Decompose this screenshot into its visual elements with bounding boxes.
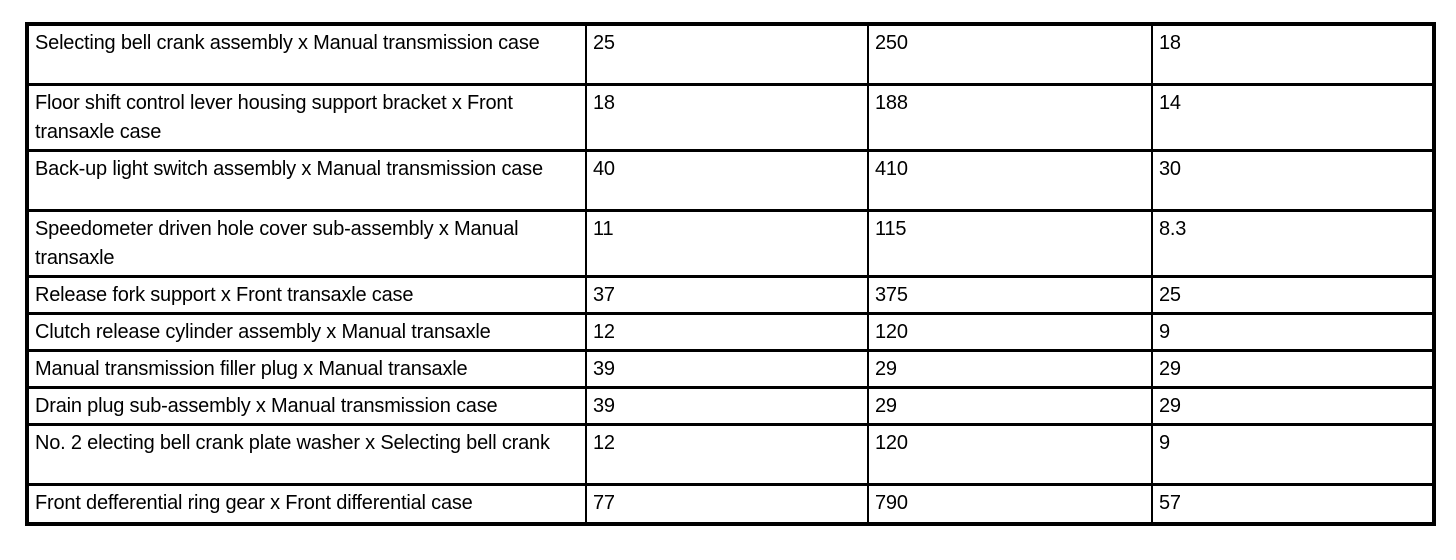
table-row	[27, 484, 1434, 524]
spec-description-cell: Back-up light switch assembly x Manual transmission case	[27, 150, 586, 210]
spec-value-cell: 410	[868, 150, 1152, 210]
spec-value-cell: 120	[868, 313, 1152, 350]
spec-description-cell: Front defferential ring gear x Front differential case	[27, 484, 586, 524]
spec-value-cell: 188	[868, 84, 1152, 150]
spec-value-cell: 790	[868, 484, 1152, 524]
table-row	[27, 210, 1434, 276]
spec-value-cell: 14	[1152, 84, 1434, 150]
spec-value-cell: 11	[586, 210, 868, 276]
spec-value-cell: 29	[1152, 387, 1434, 424]
spec-value-cell: 9	[1152, 424, 1434, 484]
spec-description-cell: Floor shift control lever housing support bracket x Front transaxle case	[27, 84, 586, 150]
spec-description-cell: Speedometer driven hole cover sub-assembly x Manual transaxle	[27, 210, 586, 276]
spec-value-cell: 29	[1152, 350, 1434, 387]
spec-value-cell: 29	[868, 350, 1152, 387]
spec-value-cell: 37	[586, 276, 868, 313]
spec-description-cell: Selecting bell crank assembly x Manual transmission case	[27, 24, 586, 84]
spec-value-cell: 120	[868, 424, 1152, 484]
spec-description-cell: Drain plug sub-assembly x Manual transmission case	[27, 387, 586, 424]
table-row	[27, 84, 1434, 150]
spec-value-cell: 18	[586, 84, 868, 150]
spec-value-cell: 375	[868, 276, 1152, 313]
spec-value-cell: 12	[586, 424, 868, 484]
spec-value-cell: 30	[1152, 150, 1434, 210]
torque-spec-table	[25, 22, 1436, 526]
table-row	[27, 150, 1434, 210]
table-row	[27, 350, 1434, 387]
spec-description-cell: No. 2 electing bell crank plate washer x Selecting bell crank	[27, 424, 586, 484]
spec-value-cell: 115	[868, 210, 1152, 276]
table-row	[27, 387, 1434, 424]
spec-value-cell: 8.3	[1152, 210, 1434, 276]
spec-description-cell: Release fork support x Front transaxle case	[27, 276, 586, 313]
spec-value-cell: 18	[1152, 24, 1434, 84]
spec-value-cell: 29	[868, 387, 1152, 424]
spec-value-cell: 39	[586, 387, 868, 424]
spec-description-cell: Clutch release cylinder assembly x Manual transaxle	[27, 313, 586, 350]
spec-value-cell: 9	[1152, 313, 1434, 350]
spec-value-cell: 25	[586, 24, 868, 84]
torque-spec-table-container	[25, 22, 1436, 526]
spec-value-cell: 25	[1152, 276, 1434, 313]
spec-value-cell: 39	[586, 350, 868, 387]
table-row	[27, 276, 1434, 313]
table-row	[27, 24, 1434, 84]
spec-value-cell: 40	[586, 150, 868, 210]
table-row	[27, 313, 1434, 350]
spec-description-cell: Manual transmission filler plug x Manual transaxle	[27, 350, 586, 387]
spec-value-cell: 77	[586, 484, 868, 524]
table-row	[27, 424, 1434, 484]
spec-value-cell: 250	[868, 24, 1152, 84]
spec-value-cell: 12	[586, 313, 868, 350]
spec-value-cell: 57	[1152, 484, 1434, 524]
